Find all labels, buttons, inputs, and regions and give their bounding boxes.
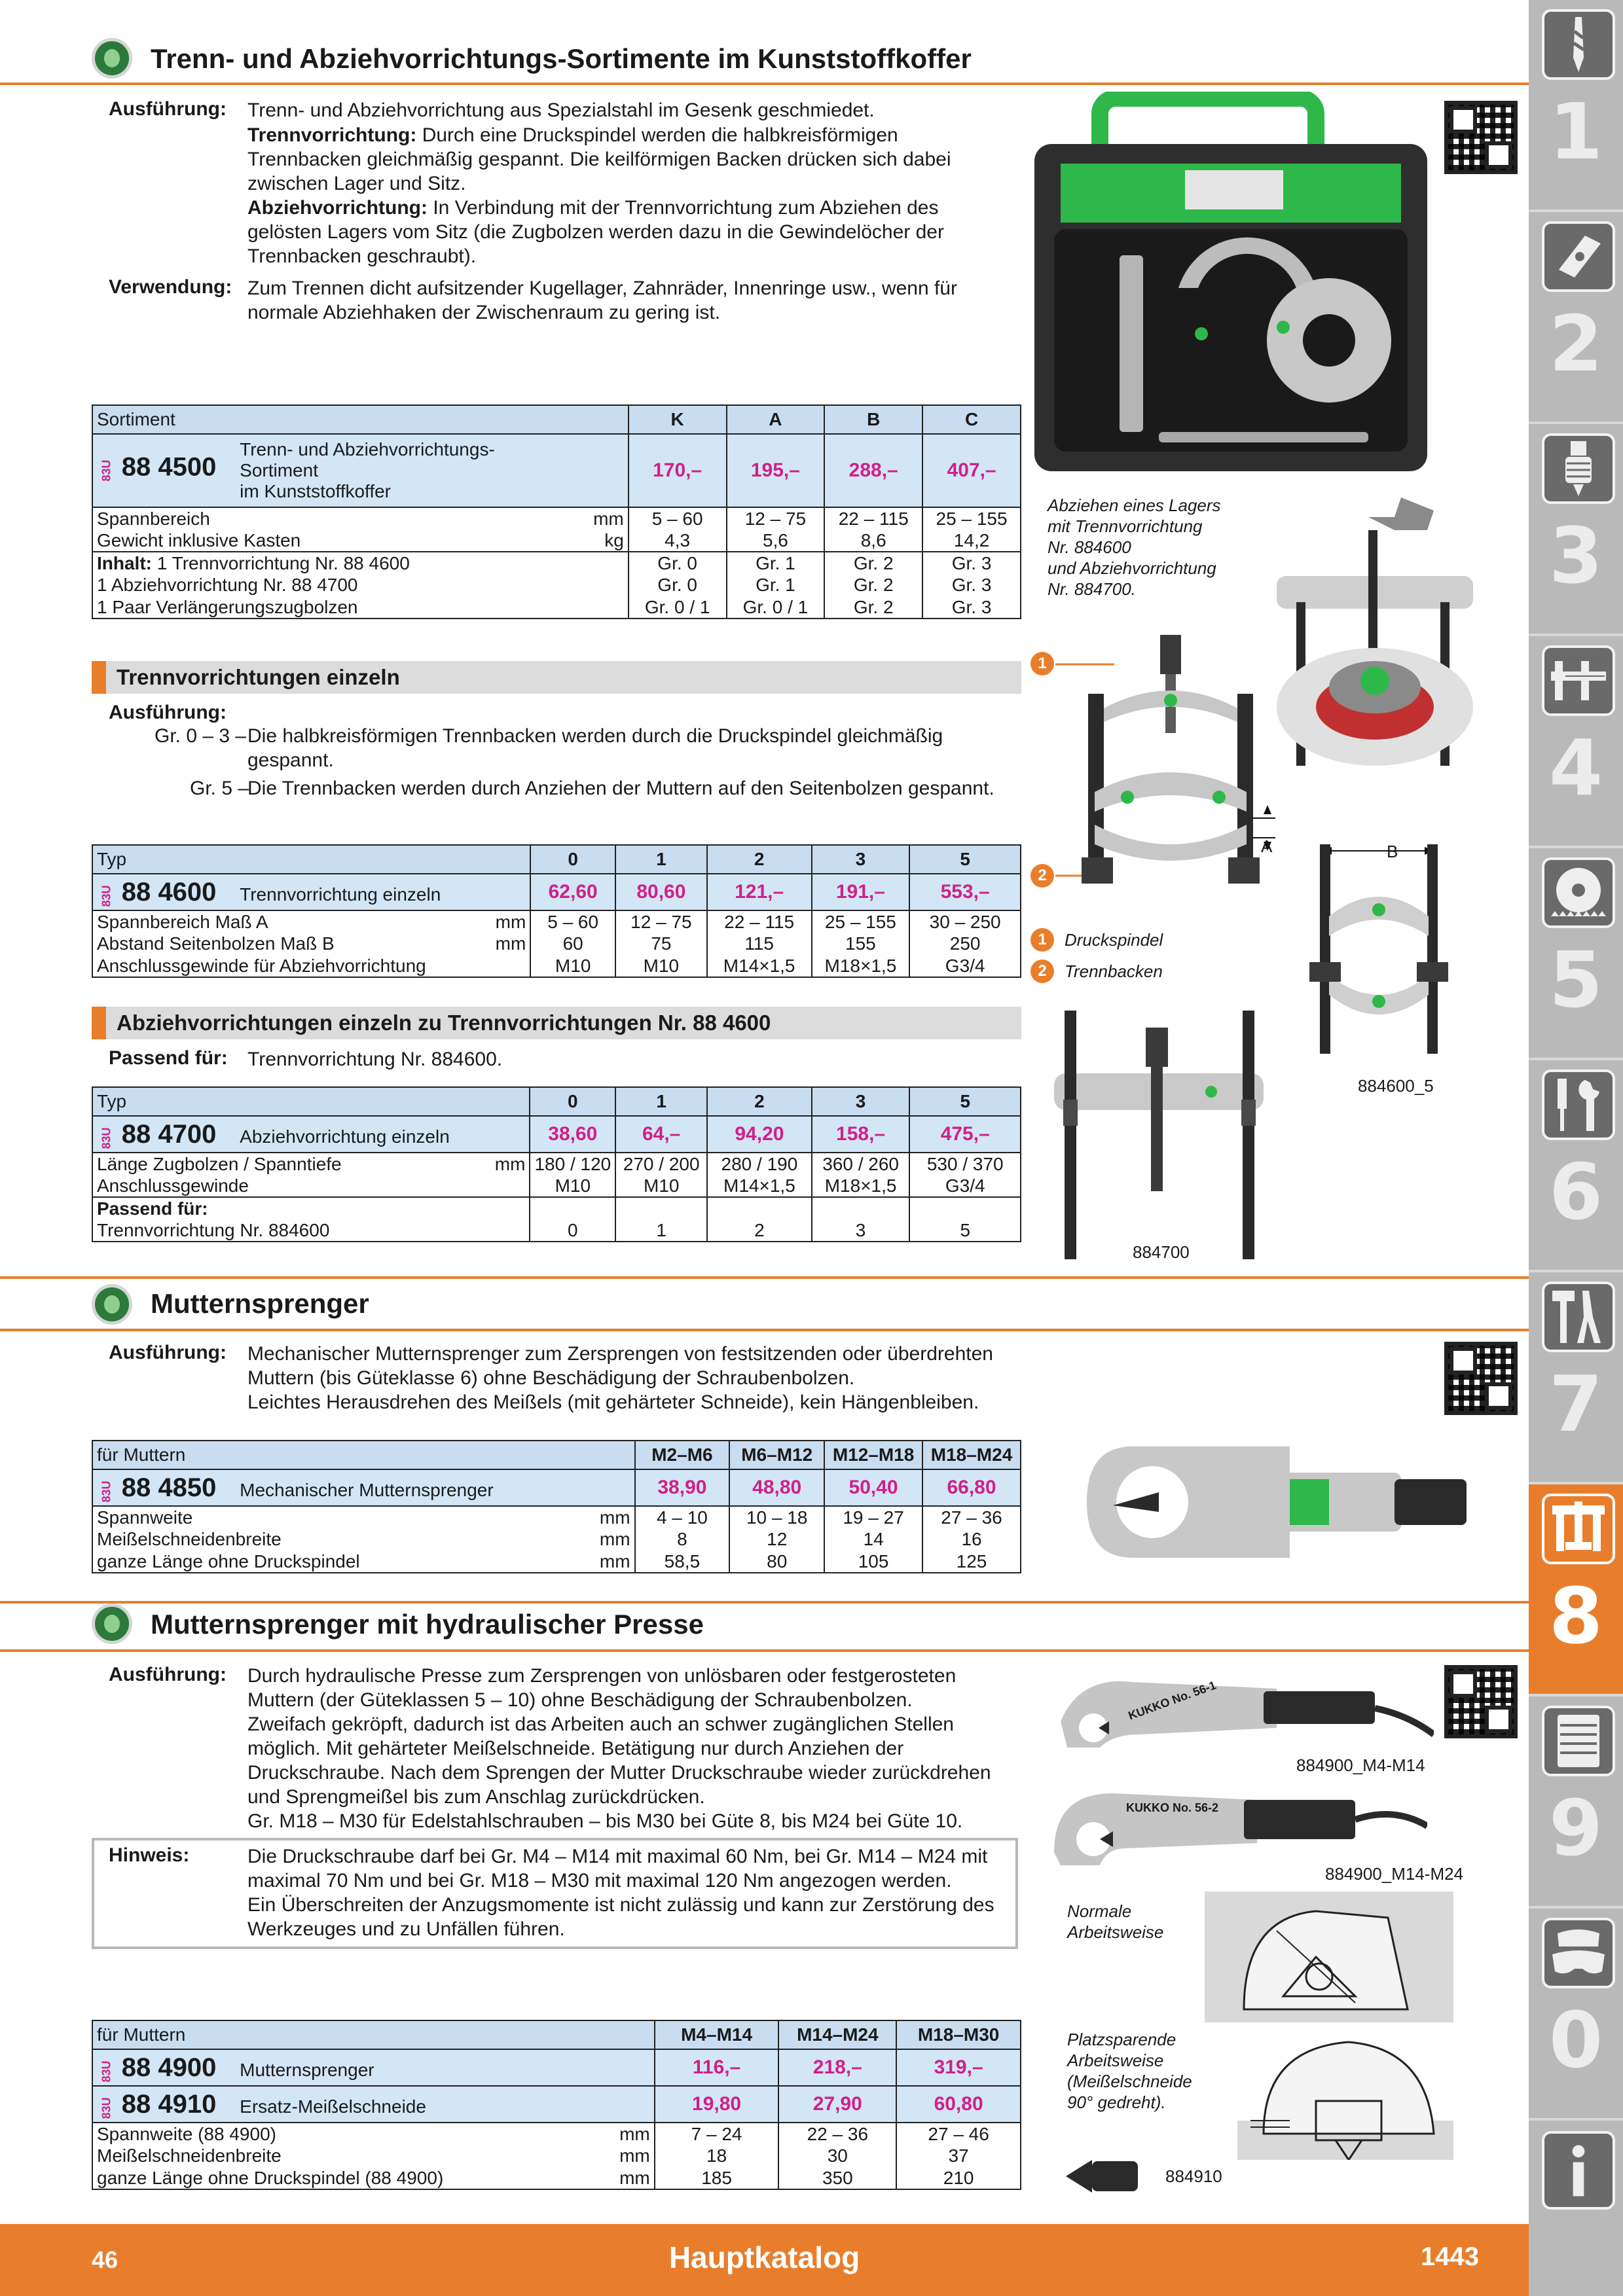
gr03-text: Die halbkreisförmigen Trennbacken werden durch die Druckspindel gleichmäßig gespannt. [247,725,943,771]
price: 38,90 [635,1469,730,1506]
hinweis-label: Hinweis: [109,1844,190,1866]
section-title: Mutternsprenger [151,1288,369,1319]
article-number: 88 4850 [121,1473,217,1502]
table-row: Inhalt: 1 Trennvorrichtung Nr. 88 4600 Gr. 0 Gr. 1 Gr. 2 Gr. 3 [92,552,1021,574]
price: 48,80 [729,1469,824,1506]
platz-caption: Platzsparende Arbeitsweise (Meißelschneide 90° gedreht). [1067,2030,1192,2112]
section-title: Mutternsprenger mit hydraulischer Presse [151,1609,704,1640]
article-number: 88 4900 [121,2053,217,2082]
table-row: Anschlussgewinde M10 M10 M14×1,5 M18×1,5 G3/4 [92,1175,1021,1197]
callout-1: 1 [1030,652,1054,675]
gr03-label: Gr. 0 – 3 – [155,725,247,747]
price: 60,80 [896,2086,1021,2123]
table-row: Anschlussgewinde für Abziehvorrichtung M10 M10 M14×1,5 M18×1,5 G3/4 [92,955,1021,977]
separator-image [1055,628,1278,916]
legend-badge-2: 2 [1030,960,1054,983]
chisel-insert-image [1059,2147,1151,2206]
rail-tab-info[interactable] [1529,2121,1623,2224]
separator-gr5-image [1303,838,1453,1067]
article-number: 88 4700 [121,1119,217,1149]
qr-code[interactable] [1444,101,1518,174]
table-row: Meißelschneidenbreite mm 18 30 37 [92,2145,1021,2167]
ausfuehrung-label: Ausführung: [109,1342,227,1363]
table-row: Meißelschneidenbreite mm 8 12 14 16 [92,1528,1021,1551]
article-row-884910[interactable]: 83U 88 4910 Ersatz-Meißelschneide 19,80 27,90 60,80 [92,2086,1021,2123]
page-footer [0,2224,1529,2296]
price: 94,20 [707,1116,812,1153]
verwendung-text: Zum Trennen dicht aufsitzender Kugellager, Zahnräder, Innenringe usw., wenn für normale Abziehhaken der Zwischenraum zu gering ist. [247,278,957,323]
section-divider [0,1329,1529,1331]
table-884500: Sortiment K A B C 83U 88 4500 Trenn- und Abziehvorrichtungs- Sortiment im Kunststoffkoffer 170,– 195,– 288,– 407,– Spannbereich mm 5 – 60 12 – 75 22 – 115 25 – 155 Gewicht inklusive Kasten kg 4,3 5,6 8,6 14,2 Inhalt: 1 Trennvorrichtung Nr. 88 4600 Gr. 0 Gr. 1 Gr. 2 Gr. 3 1 Abziehvorrichtung Nr. 88 4700 Gr. 0 Gr. 1 Gr. 2 Gr. 3 1 Paar Verlängerungszugbolzen Gr. 0 / 1 Gr. 0 / 1 Gr. 2 Gr. 3 [92,404,1021,619]
table-884900: für Muttern M4–M14 M14–M24 M18–M30 83U 88 4900 Mutternsprenger 116,– 218,– 319,– 83U 88 4910 Ersatz-Meißelschneide 19,80 27,90 60,80 Spannweite (88 4900) mm 7 – 24 22 – 36 27 – 46 Meißelschneidenbreite mm 18 30 37 ganze Länge ohne Druckspindel (88 4900) mm 185 350 210 [92,2020,1021,2190]
info-icon [1542,2131,1615,2210]
table-884700: Typ 0 1 2 3 5 83U 88 4700 Abziehvorrichtung einzeln 38,60 64,– 94,20 158,– 475,– Länge Zugbolzen / Spanntiefe mm 180 / 120 270 / 200 280 / 190 360 / 260 530 / 370 Anschlussgewinde M10 M10 M14×1,5 M18×1,5 G3/4 Passend für: Trennvorrichtung Nr. 884600 0 1 2 3 5 [92,1086,1021,1242]
price: 121,– [707,874,812,910]
subhead-abziehvorrichtungen: Abziehvorrichtungen einzeln zu Trennvorrichtungen Nr. 88 4600 [92,1007,1021,1039]
tool-cabinet-icon [1542,1706,1615,1776]
dim-a-label: A [1261,836,1273,856]
price: 553,– [909,874,1021,910]
gr5-label: Gr. 5 – [190,778,249,799]
price: 66,80 [922,1469,1021,1506]
table-row: 1 Paar Verlängerungszugbolzen Gr. 0 / 1 Gr. 0 / 1 Gr. 2 Gr. 3 [92,596,1021,619]
nut-splitter-image [1074,1433,1480,1571]
image-caption-884600-5: 884600_5 [1358,1076,1434,1096]
trenn-paragraph: Trennvorrichtung: Durch eine Druckspindel werden die halbkreisförmigen Trennbacken gleichmäßig gespannt. Die keilförmigen Backen drücken sich dabei zwischen Lager und Sitz. Abziehvorrichtung: In Verbindung mit der Trennvorrichtung zum Abziehen des gelösten Lagers vom Sitz (die Zugbolzen werden dazu in die Gewindelöcher der Trennbacken geschraubt). [247,124,951,267]
legend-druckspindel: Druckspindel [1065,930,1163,950]
puller-icon [1542,1494,1615,1564]
table-row: Spannbereich mm 5 – 60 12 – 75 22 – 115 25 – 155 [92,507,1021,529]
section-divider [0,82,1529,85]
gr5-text: Die Trennbacken werden durch Anziehen der Muttern auf den Seitenbolzen gespannt. [247,778,994,799]
rail-tab-0[interactable]: 0 [1529,1909,1623,2118]
safety-goggles-icon [1542,1918,1615,1988]
table-884600: Typ 0 1 2 3 5 83U 88 4600 Trennvorrichtung einzeln 62,60 80,60 121,– 191,– 553,– Spannbereich Maß A mm 5 – 60 12 – 75 22 – 115 25 – 155 30 – 250 Abstand Seitenbolzen Maß B mm 60 75 115 155 250 Anschlussgewinde für Abziehvorrichtung M10 M10 M14×1,5 M18×1,5 G3/4 [92,844,1021,978]
legend-trennbacken: Trennbacken [1065,961,1163,981]
subhead-trennvorrichtungen: Trennvorrichtungen einzeln [92,661,1021,694]
table-row: ganze Länge ohne Druckspindel mm 58,5 80 105 125 [92,1551,1021,1573]
price: 158,– [812,1116,910,1153]
qr-code[interactable] [1444,1665,1518,1738]
section-divider [0,1276,1529,1279]
price: 80,60 [615,874,707,910]
hydraulic-splitter-m14-m24-image [1034,1780,1427,1872]
section-divider [0,1601,1529,1604]
price: 191,– [812,874,910,910]
price: 195,– [727,434,825,507]
rail-tab-1[interactable]: 1 [1529,0,1623,209]
image-caption-884900-m14-m24: 884900_M14-M24 [1325,1864,1464,1884]
stamp-label-56-2: KUKKO No. 56-2 [1126,1801,1219,1814]
section-divider [0,1649,1529,1652]
pulling-bearing-image [1270,491,1519,805]
table-row: Spannbereich Maß A mm 5 – 60 12 – 75 22 – 115 25 – 155 30 – 250 [92,910,1021,933]
article-number: 88 4600 [121,877,217,906]
verwendung-label: Verwendung: [109,276,232,298]
price: 475,– [909,1116,1021,1153]
hammer-pliers-icon [1542,1282,1615,1352]
table-row: ganze Länge ohne Druckspindel (88 4900) mm 185 350 210 [92,2167,1021,2189]
ausfuehrung-label: Ausführung: [109,702,227,723]
rail-tab-9[interactable]: 9 [1529,1696,1623,1906]
table-row: Länge Zugbolzen / Spanntiefe mm 180 / 120 270 / 200 280 / 190 360 / 260 530 / 370 [92,1153,1021,1175]
table-row: Abstand Seitenbolzen Maß B mm 60 75 115 155 250 [92,933,1021,955]
rail-tab-7[interactable]: 7 [1529,1272,1623,1482]
price: 116,– [655,2049,779,2086]
rail-tab-2[interactable]: 2 [1529,212,1623,422]
price: 407,– [922,434,1021,507]
hinweis-text: Die Druckschraube darf bei Gr. M4 – M14 mit maximal 60 Nm, bei Gr. M14 – M24 mit maximal 70 Nm und bei Gr. M18 – M30 mit maximal 120 Nm angezogen werden. Ein Überschreiten der Anzugsmomente ist nicht zulässig und kann zur Zerstörung des Werkzeuges und zu Unfällen führen. [247,1846,994,1940]
table-row: Passend für: [92,1197,1021,1219]
table-row: Gewicht inklusive Kasten kg 4,3 5,6 8,6 14,2 [92,529,1021,552]
normal-operation-diagram [1205,1892,1453,2022]
image-caption-884700: 884700 [1133,1242,1190,1262]
price: 64,– [615,1116,707,1153]
article-row-884850[interactable]: 83U 88 4850 Mechanischer Mutternsprenger 38,90 48,80 50,40 66,80 [92,1469,1021,1506]
space-saving-diagram [1237,2029,1453,2160]
table-row: Spannweite (88 4900) mm 7 – 24 22 – 36 27 – 46 [92,2123,1021,2145]
legend-badge-1: 1 [1030,928,1054,952]
table-row: 1 Abziehvorrichtung Nr. 88 4700 Gr. 0 Gr. 1 Gr. 2 Gr. 3 [92,574,1021,596]
price: 170,– [629,434,727,507]
qr-code[interactable] [1444,1342,1518,1415]
ausfuehrung-text: Durch hydraulische Presse zum Zersprengen von unlösbaren oder festgerosteten Muttern (der Güteklassen 5 – 10) ohne Beschädigung der Schraubenbolzen. Zweifach gekröpft, dadurch ist das Arbeiten auch an schwer zugänglichen Stellen möglich. Mit gehärteter Meißelschneide. Betätigung nur durch Anziehen der Druckschraube. Nach dem Sprengen der Mutter Druckschraube wieder zurückdrehen und Sprengmeißel bis zum Anschlag zurückdrücken. Gr. M18 – M30 für Edelstahlschrauben – bis M30 bei Güte 8, bis M24 bei Güte 10. [247,1665,991,1832]
hydraulic-splitter-m4-m14-image [1041,1669,1434,1754]
callout-2: 2 [1030,864,1054,888]
puller-image [1048,1001,1270,1270]
section-title: Trenn- und Abziehvorrichtungs-Sortimente im Kunststoffkoffer [151,43,972,74]
article-row-884700[interactable]: 83U 88 4700 Abziehvorrichtung einzeln 38,60 64,– 94,20 158,– 475,– [92,1116,1021,1153]
page-number-left: 46 [92,2246,119,2273]
article-row-884500[interactable]: 83U 88 4500 Trenn- und Abziehvorrichtungs- Sortiment im Kunststoffkoffer 170,– 195,– 288,– 407,– [92,434,1021,507]
table-884850: für Muttern M2–M6 M6–M12 M12–M18 M18–M24 83U 88 4850 Mechanischer Mutternsprenger 38,90 48,80 50,40 66,80 Spannweite mm 4 – 10 10 – 18 19 – 27 27 – 36 Meißelschneidenbreite mm 8 12 14 16 ganze Länge ohne Druckspindel mm 58,5 80 105 125 [92,1440,1021,1573]
price: 19,80 [655,2086,779,2123]
image-caption-884910: 884910 [1165,2166,1222,2186]
article-row-884600[interactable]: 83U 88 4600 Trennvorrichtung einzeln 62,60 80,60 121,– 191,– 553,– [92,874,1021,910]
normal-caption: Normale Arbeitsweise [1067,1901,1164,1942]
pulling-caption: Abziehen eines Lagers mit Trennvorrichtung Nr. 884600 und Abziehvorrichtung Nr. 884700. [1048,495,1221,599]
catalog-title: Hauptkatalog [668,2240,860,2274]
ausfuehrung-text: Mechanischer Mutternsprenger zum Zersprengen von festsitzenden oder überdrehten Muttern (bis Güteklasse 6) ohne Beschädigung der Schraubenbolzen. Leichtes Herausdrehen des Meißels (mit gehärteter Schneide), kein Hängenbleiben. [247,1343,993,1413]
passend-label: Passend für: [109,1047,228,1069]
ausfuehrung-label: Ausführung: [109,98,227,120]
table-row: Spannweite mm 4 – 10 10 – 18 19 – 27 27 – 36 [92,1506,1021,1528]
price: 50,40 [824,1469,922,1506]
passend-text: Trennvorrichtung Nr. 884600. [247,1049,503,1070]
price: 62,60 [530,874,615,910]
ausfuehrung-label: Ausführung: [109,1664,227,1685]
price: 288,– [824,434,922,507]
saw-blade-icon [1542,857,1615,928]
drill-bit-icon [1542,9,1615,80]
page-number-right: 1443 [1421,2242,1479,2271]
article-number: 88 4500 [121,452,217,482]
rail-tab-3[interactable]: 3 [1529,424,1623,634]
rail-tab-5[interactable]: 5 [1529,848,1623,1058]
rail-tab-4[interactable]: 4 [1529,636,1623,846]
brand-logo-icon [92,1284,132,1325]
price: 38,60 [530,1116,615,1153]
ausfuehrung-text: Trenn- und Abziehvorrichtung aus Spezialstahl im Gesenk geschmiedet. [247,99,875,121]
dim-b-label: B [1387,842,1398,861]
table-row: Trennvorrichtung Nr. 884600 0 1 2 3 5 [92,1219,1021,1242]
stamp-label-56-1: KUKKO No. 56-1 [1126,1678,1218,1723]
cutting-insert-icon [1542,221,1615,292]
price: 319,– [896,2049,1021,2086]
image-caption-884900-m4-m14: 884900_M4-M14 [1296,1755,1425,1775]
rail-tab-6[interactable]: 6 [1529,1060,1623,1270]
caliper-icon [1542,645,1615,716]
tap-icon [1542,433,1615,504]
rail-tab-8[interactable]: 8 [1529,1484,1623,1694]
price: 27,90 [778,2086,896,2123]
brand-logo-icon [92,38,132,79]
price: 218,– [778,2049,896,2086]
article-row-884900[interactable]: 83U 88 4900 Mutternsprenger 116,– 218,– 319,– [92,2049,1021,2086]
article-number: 88 4910 [121,2089,217,2119]
brand-logo-icon [92,1604,132,1644]
case-product-image [1028,92,1447,484]
screwdriver-wrench-icon [1542,1069,1615,1140]
